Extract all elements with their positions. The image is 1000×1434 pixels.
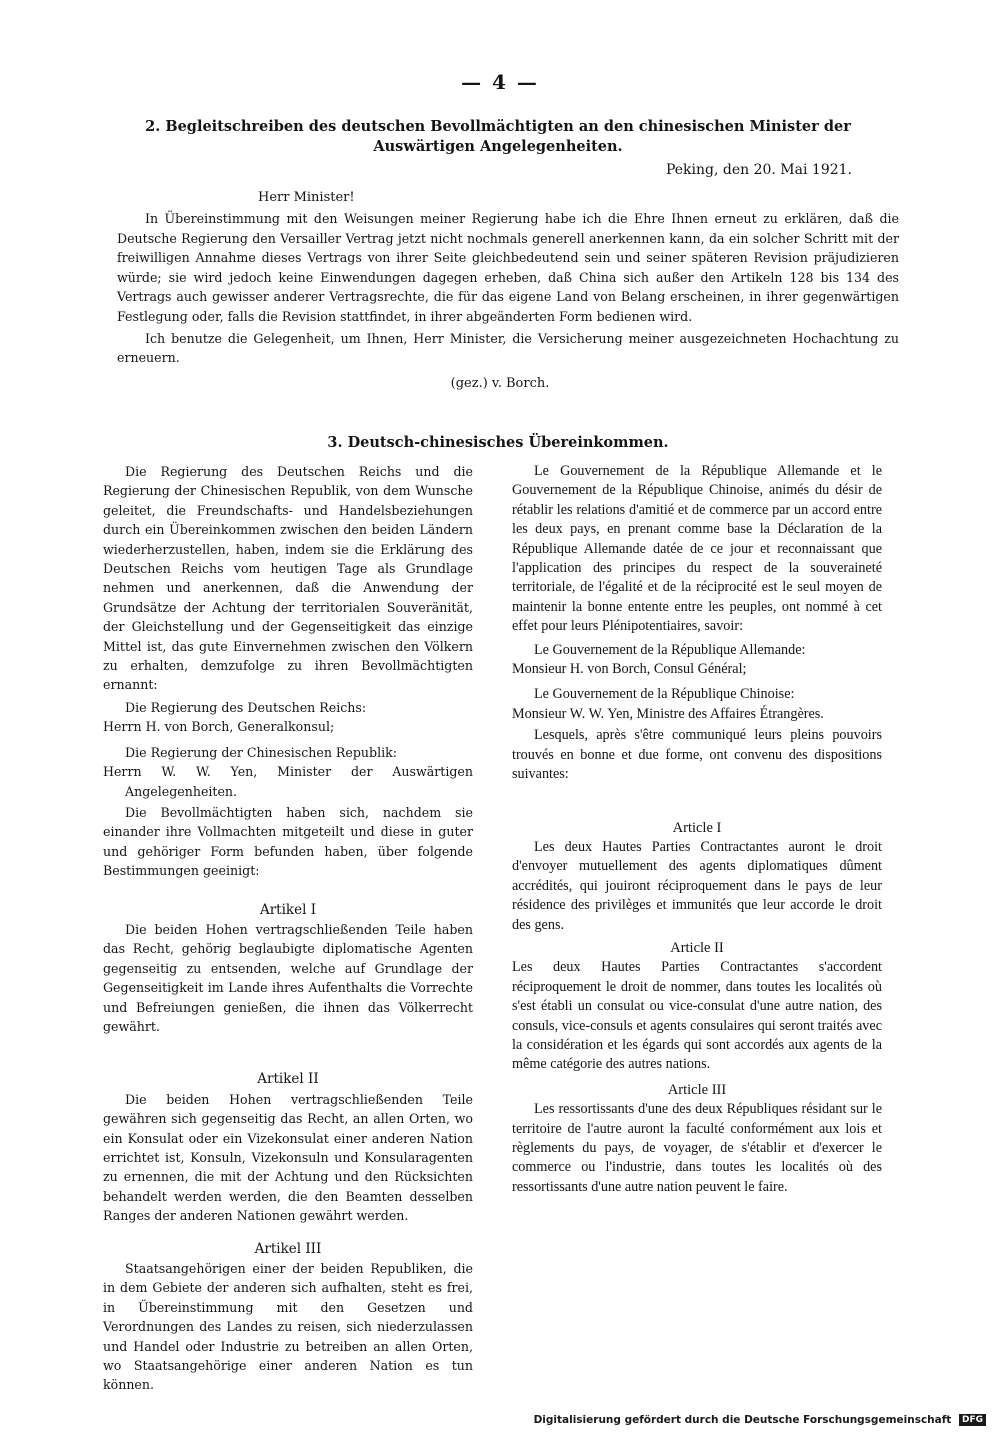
letter-paragraph-2: Ich benutze die Gelegenheit, um Ihnen, Herr Minister, die Versicherung meiner ausgezeichneten Hochachtung zu erneuern. [117,330,899,366]
page-number: — 4 — [461,70,539,94]
place-date: Peking, den 20. Mai 1921. [665,162,852,178]
fr-representative-1: Monsieur H. von Borch, Consul Général; [512,661,747,678]
footer-text: Digitalisierung gefördert durch die Deutsche Forschungsgemeinschaft [533,1414,952,1426]
fr-article-3-text: Les ressortissants d'une des deux Républiques résidant sur le territoire de l'autre auront la faculté conformément aux lois et règlements du pays, de voyager, de s'établir et d'exercer le commerce ou l'industrie, dans toutes les localités où des ressortissants d'une autre nation peuvent le faire. [512,1101,882,1195]
fr-article-1-text: Les deux Hautes Parties Contractantes auront le droit d'envoyer mutuellement des agents diplomatiques dûment accrédités, qui jouiront réciproquement dans le pays de leur résidence des privilèges et immunités que leur accorde le droit des gens. [512,838,882,933]
de-closing: Die Bevollmächtigten haben sich, nachdem sie einander ihre Vollmachten mitgeteilt und diese in guter und gehöriger Form befunden haben, über folgende Bestimmungen geeinigt: [103,804,473,879]
section3-heading: 3. Deutsch-chinesisches Übereinkommen. [327,434,669,451]
de-article-2-title: Artikel II [257,1071,319,1088]
signature: (gez.) v. Borch. [450,376,550,391]
de-government-1: Die Regierung des Deutschen Reichs: [125,699,367,715]
dfg-logo-icon: DFG [959,1414,986,1426]
de-representative-1: Herrn H. von Borch, Generalkonsul; [103,719,335,735]
de-article-3-text: Staatsangehörigen einer der beiden Republiken, die in dem Gebiete der anderen sich aufhalten, steht es frei, in Übereinstimmung mit den Gesetzen und Verordnungen des Landes zu reisen, sich niederzulassen und Handel oder Industrie zu betreiben an allen Orten, wo Staatsangehörige einer anderen Nation es tun können. [103,1261,473,1393]
de-article-1-title: Artikel I [259,901,317,918]
german-column [103,462,473,1395]
fr-article-2-title: Article II [670,939,724,956]
salutation: Herr Minister! [258,190,355,205]
section2-heading: 2. Begleitschreiben des deutschen Bevollmächtigten an den chinesischen Minister der Auswärtigen Angelegenheiten. [145,118,851,155]
de-article-1-text: Die beiden Hohen vertragschließenden Teile haben das Recht, gehörig beglaubigte diplomatische Agenten gegenseitig zu entsenden, welche auf Grundlage der Gegenseitigkeit im Lande ihres Aufenthalts die Vorrechte und Befreiungen genießen, die ihnen das Völkerrecht gewährt. [103,921,473,1034]
fr-government-1: Le Gouvernement de la République Allemande: [534,641,806,658]
fr-government-2: Le Gouvernement de la République Chinoise: [534,686,795,703]
footer-credit [534,1414,986,1426]
letter-paragraph-1: In Übereinstimmung mit den Weisungen meiner Regierung habe ich die Ehre Ihnen erneut zu erklären, daß die Deutsche Regierung den Versailler Vertrag jetzt nicht nochmals generell anerkennen kann, da ein solcher Schritt mit der freiwilligen Annahme dieses Vertrags von ihrer Seite gleichbedeutend sein und seiner späteren Revision präjudizieren würde; sie wird jedoch keine Einwendungen dagegen erheben, daß China sich außer den Artikeln 128 bis 134 des Vertrags auch gewisser anderer Vertragsrechte, die für das eigene Land von Belang erscheinen, in ihrer gegenwärtigen Festlegung oder, falls die Revision stattfindet, in ihrer abgeänderten Form bedienen wird. [117,211,899,324]
fr-representative-2: Monsieur W. W. Yen, Ministre des Affaires Étrangères. [512,705,824,722]
de-preamble: Die Regierung des Deutschen Reichs und die Regierung der Chinesischen Republik, von dem Wunsche geleitet, die Freundschafts- und Handelsbeziehungen durch ein Übereinkommen zwischen den beiden Ländern wiederherzustellen, haben, indem sie die Erklärung des Deutschen Reichs vom heutigen Tage als Grundlage nehmen und anerkennen, daß die Anwendung der Grundsätze der Achtung der territorialen Souveränität, der Gleichstellung und der Gegenseitigkeit das einzige Mittel ist, das gute Einvernehmen zwischen den Völkern zu erhalten, demzufolge zu ihren Bevollmächtigten ernannt: [103,464,473,693]
french-column [512,462,882,1197]
fr-article-3-title: Article III [667,1081,727,1098]
de-article-2-text: Die beiden Hohen vertragschließenden Teile gewähren sich gegenseitig das Recht, an allen Orten, wo ein Konsulat oder ein Vizekonsulat einer anderen Nation errichtet ist, Konsuln, Vizekonsuln und Konsularagenten zu ernennen, die mit der Achtung und den Rücksichten behandelt werden werden, die den Beamten desselben Ranges der anderen Nationen gewährt werden. [103,1091,473,1224]
de-representative-2: Herrn W. W. Yen, Minister der Auswärtigen Angelegenheiten. [103,764,473,799]
letter-body [117,209,899,368]
fr-preamble: Le Gouvernement de la République Allemande et le Gouvernement de la République Chinoise, animés du désir de rétablir les relations d'amitié et de commerce par un accord entre les deux pays, en prenant comme base la Déclaration de la République Allemande datée de ce jour et reconnaissant que l'application des principes du respect de la souveraineté territoriale, de l'égalité et de la réciprocité est le seul moyen de maintenir la bonne entente entre les peuples, ont nommé à cet effet pour leurs Plénipotentiaires, savoir: [512,463,882,635]
de-article-3-title: Artikel III [254,1240,322,1257]
de-government-2: Die Regierung der Chinesischen Republik: [125,744,398,760]
fr-article-2-text: Les deux Hautes Parties Contractantes s'accordent réciproquement le droit de nommer, dans toutes les localités où s'est établi un consulat ou vice-consulat d'une autre nation, des consuls, vice-consuls et agents consulaires qui seront traités avec la considération et les égards qui sont accordés aux agents de la même catégorie des autres nations. [512,959,882,1073]
fr-article-1-title: Article I [672,819,722,836]
fr-closing: Lesquels, après s'être communiqué leurs pleins pouvoirs trouvés en bonne et due forme, ont convenu des dispositions suivantes: [512,727,882,783]
